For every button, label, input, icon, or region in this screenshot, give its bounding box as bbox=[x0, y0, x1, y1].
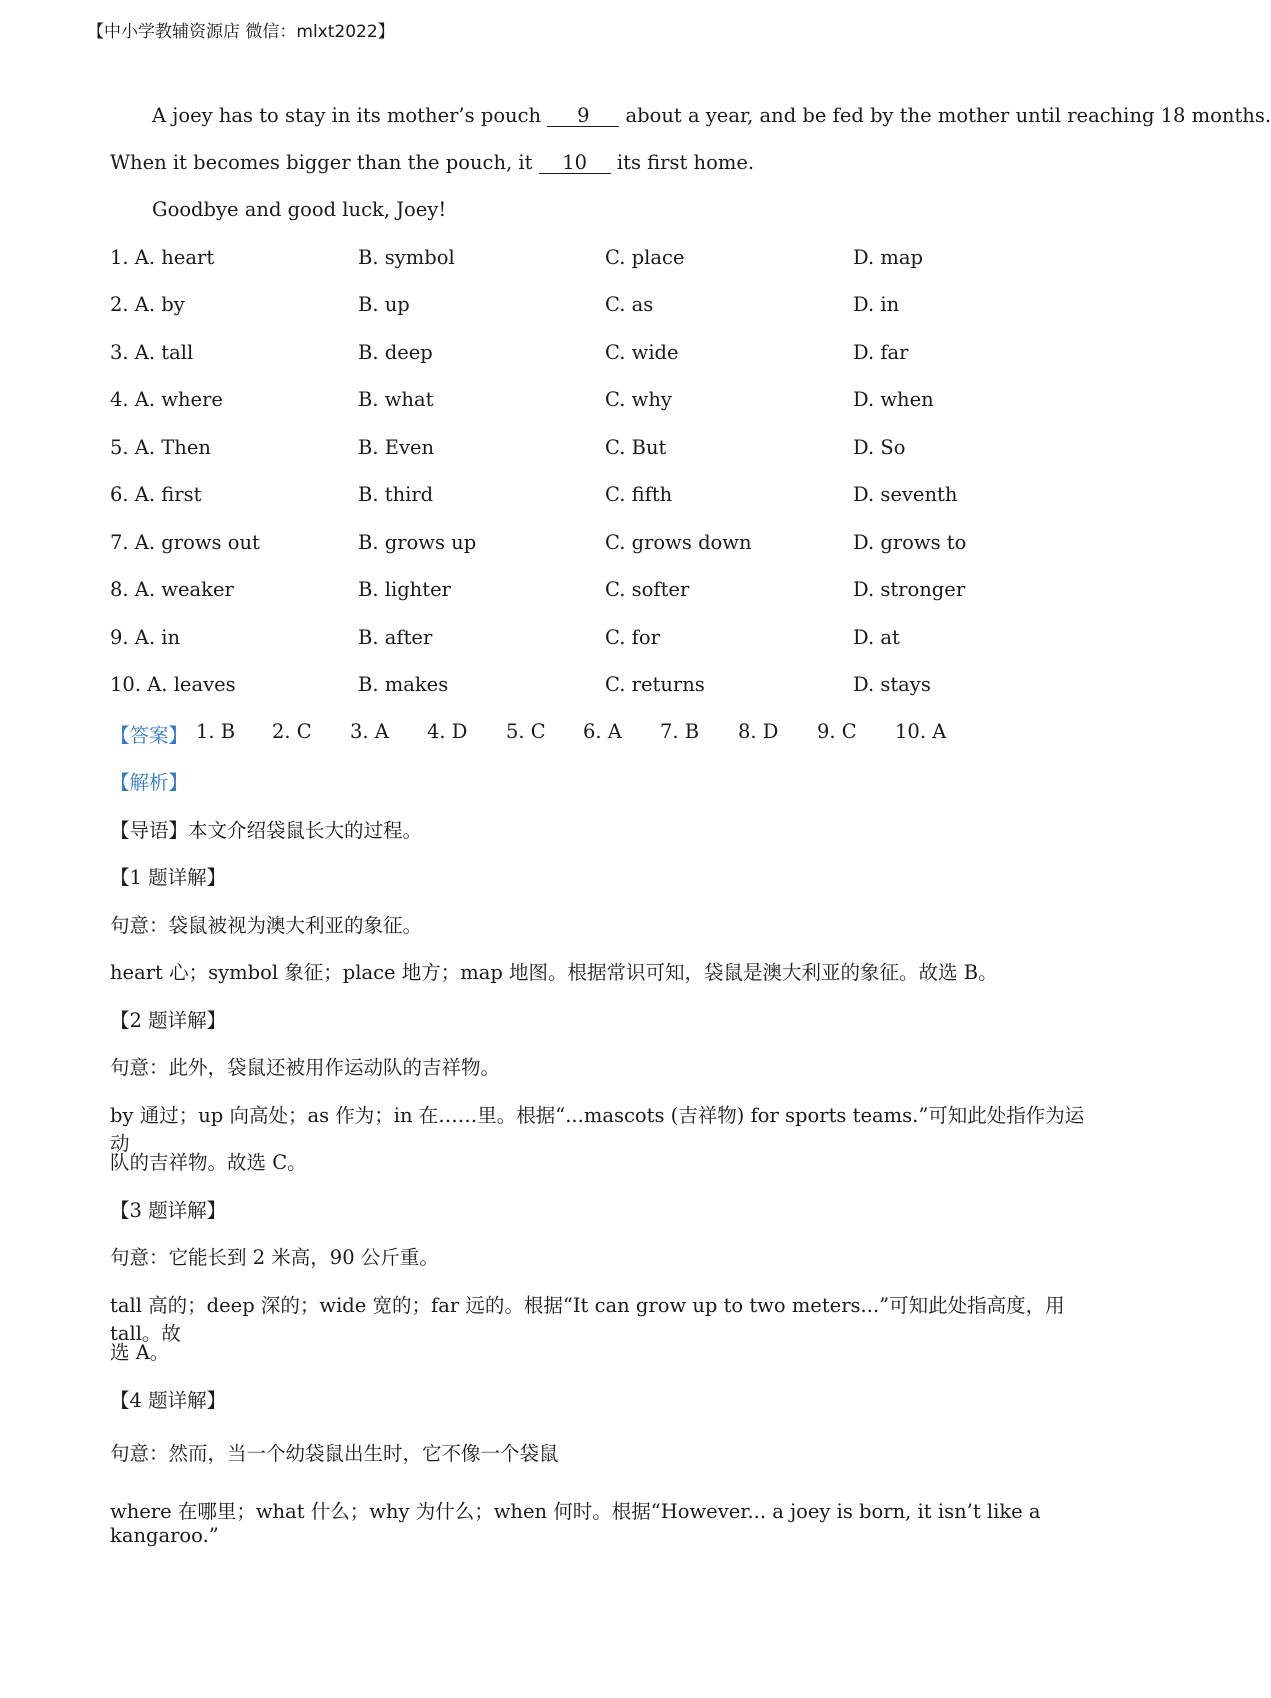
option-row bbox=[110, 531, 1090, 561]
option-d: D. So bbox=[853, 436, 906, 459]
option-c: C. returns bbox=[605, 673, 705, 696]
option-d: D. in bbox=[853, 293, 900, 316]
option-b: B. Even bbox=[358, 436, 435, 459]
q2-explanation-cont: 队的吉祥物。故选 C。 bbox=[110, 1151, 307, 1174]
option-b: B. what bbox=[358, 388, 434, 411]
option-row bbox=[110, 388, 1090, 418]
option-row bbox=[110, 341, 1090, 371]
answer-row bbox=[110, 720, 1110, 750]
option-c: C. fifth bbox=[605, 483, 673, 506]
option-c: C. why bbox=[605, 388, 672, 411]
blank-10: 10 bbox=[539, 152, 611, 174]
q4-title: 【4 题详解】 bbox=[110, 1389, 227, 1412]
answer-label: 【答案】 bbox=[110, 724, 189, 747]
option-d: D. seventh bbox=[853, 483, 958, 506]
option-row bbox=[110, 293, 1090, 323]
option-c: C. as bbox=[605, 293, 654, 316]
q2-meaning: 句意：此外，袋鼠还被用作运动队的吉祥物。 bbox=[110, 1056, 501, 1079]
option-c: C. But bbox=[605, 436, 667, 459]
option-row bbox=[110, 673, 1090, 703]
option-a: 8. A. weaker bbox=[110, 578, 234, 601]
answer-item: 3. A bbox=[350, 720, 389, 743]
option-c: C. grows down bbox=[605, 531, 752, 554]
option-a: 6. A. first bbox=[110, 483, 202, 506]
option-a: 9. A. in bbox=[110, 626, 181, 649]
option-d: D. grows to bbox=[853, 531, 967, 554]
answer-item: 6. A bbox=[583, 720, 622, 743]
option-d: D. far bbox=[853, 341, 909, 364]
option-row bbox=[110, 578, 1090, 608]
answer-item: 8. D bbox=[738, 720, 779, 743]
passage-paragraph-2: Goodbye and good luck, Joey! bbox=[152, 198, 447, 221]
passage-text: When it becomes bigger than the pouch, it bbox=[110, 151, 533, 174]
q3-explanation: tall 高的；deep 深的；wide 宽的；far 远的。根据“It can grow up to two meters...”可知此处指高度，用 tall。故 bbox=[110, 1294, 1065, 1345]
option-a: 1. A. heart bbox=[110, 246, 215, 269]
answer-item: 1. B bbox=[196, 720, 236, 743]
option-b: B. deep bbox=[358, 341, 433, 364]
option-a: 10. A. leaves bbox=[110, 673, 236, 696]
q3-meaning: 句意：它能长到 2 米高，90 公斤重。 bbox=[110, 1246, 439, 1269]
answer-item: 10. A bbox=[895, 720, 947, 743]
analysis-label: 【解析】 bbox=[110, 771, 189, 794]
option-b: B. third bbox=[358, 483, 434, 506]
q3-explanation-cont: 选 A。 bbox=[110, 1341, 170, 1364]
option-c: C. for bbox=[605, 626, 660, 649]
shop-header: 【中小学教辅资源店 微信：mlxt2022】 bbox=[87, 22, 395, 42]
q1-title: 【1 题详解】 bbox=[110, 866, 227, 889]
option-d: D. map bbox=[853, 246, 923, 269]
option-row bbox=[110, 436, 1090, 466]
q1-explanation: heart 心；symbol 象征；place 地方；map 地图。根据常识可知，袋鼠是澳大利亚的象征。故选 B。 bbox=[110, 961, 998, 984]
option-a: 7. A. grows out bbox=[110, 531, 260, 554]
option-row bbox=[110, 626, 1090, 656]
q4-explanation: where 在哪里；what 什么；why 为什么；when 何时。根据“However... a joey is born, it isn’t like a kangaroo.” bbox=[110, 1500, 1041, 1547]
q4-meaning: 句意：然而，当一个幼袋鼠出生时，它不像一个袋鼠 bbox=[110, 1442, 559, 1465]
q3-title: 【3 题详解】 bbox=[110, 1199, 227, 1222]
answer-item: 2. C bbox=[272, 720, 312, 743]
passage-text: A joey has to stay in its mother’s pouch bbox=[152, 104, 542, 127]
option-a: 4. A. where bbox=[110, 388, 223, 411]
q2-explanation: by 通过；up 向高处；as 作为；in 在……里。根据“...mascots (吉祥物) for sports teams.”可知此处指作为运动 bbox=[110, 1104, 1085, 1155]
answer-item: 4. D bbox=[427, 720, 468, 743]
intro-line: 【导语】本文介绍袋鼠长大的过程。 bbox=[110, 819, 423, 842]
answer-item: 7. B bbox=[660, 720, 700, 743]
option-d: D. when bbox=[853, 388, 934, 411]
option-b: B. symbol bbox=[358, 246, 455, 269]
option-d: D. stronger bbox=[853, 578, 966, 601]
option-b: B. grows up bbox=[358, 531, 477, 554]
option-b: B. up bbox=[358, 293, 410, 316]
option-d: D. stays bbox=[853, 673, 931, 696]
option-a: 5. A. Then bbox=[110, 436, 211, 459]
option-b: B. after bbox=[358, 626, 433, 649]
q2-title: 【2 题详解】 bbox=[110, 1009, 227, 1032]
blank-9: 9 bbox=[547, 105, 619, 127]
option-row bbox=[110, 246, 1090, 276]
option-a: 2. A. by bbox=[110, 293, 185, 316]
q1-meaning: 句意：袋鼠被视为澳大利亚的象征。 bbox=[110, 914, 423, 937]
answer-item: 5. C bbox=[506, 720, 546, 743]
passage-text: its first home. bbox=[616, 151, 755, 174]
option-c: C. wide bbox=[605, 341, 679, 364]
option-d: D. at bbox=[853, 626, 900, 649]
option-c: C. place bbox=[605, 246, 685, 269]
option-row bbox=[110, 483, 1090, 513]
answer-item: 9. C bbox=[817, 720, 857, 743]
option-a: 3. A. tall bbox=[110, 341, 194, 364]
option-b: B. makes bbox=[358, 673, 449, 696]
option-c: C. softer bbox=[605, 578, 690, 601]
passage-paragraph-1 bbox=[152, 104, 1271, 127]
option-b: B. lighter bbox=[358, 578, 451, 601]
passage-text: about a year, and be fed by the mother until reaching 18 months. bbox=[625, 104, 1271, 127]
passage-paragraph-1-cont bbox=[110, 151, 754, 174]
